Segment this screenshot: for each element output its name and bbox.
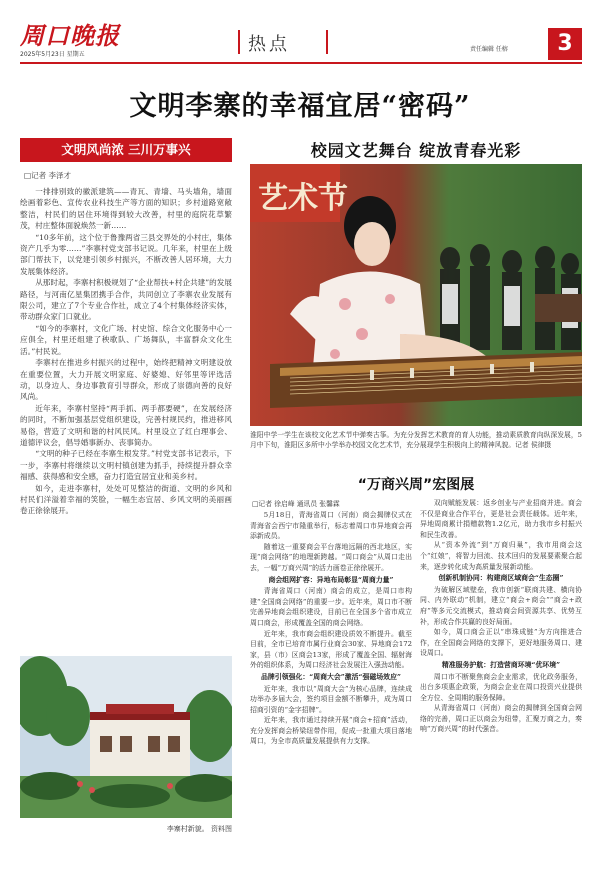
left-article-byline: □记者 李泽才 bbox=[24, 171, 71, 180]
left-article-paragraph: 李寨村在推进乡村振兴的过程中，始终把精神文明建设放在重要位置，大力开展文明家庭、好婆媳、好邻里等评选活动，以身边人、身边事教育引导群众，形成了崇德向善的良好风尚。 bbox=[20, 358, 232, 402]
sub-article-paragraph: 双向赋能发展：返乡创业与产业招商并进。商会不仅是商业合作平台，更是社会责任载体。近年来，异地周商累计捐赠款物1.2亿元，助力我市乡村振兴和民生改善。 bbox=[420, 499, 582, 539]
page-number-badge: 3 bbox=[548, 28, 582, 60]
sub-article-paragraph: 周口市不断聚焦商会企业需求，优化政务服务，出台多项惠企政策，为商会企业在周口投资兴业提供全方位、全周期的服务保障。 bbox=[420, 672, 582, 702]
sub-article-paragraph: 随着这一重要商会平台落地远隔的西北地区，实现“商会网络”的地理新跨越。“周口商会”从周口走出去，一幅“万商兴周”的活力画卷正徐徐展开。 bbox=[250, 542, 412, 572]
left-article-paragraph: “10多年前，这个位于鲁豫两省三县交界处的小村庄，集体资产几乎为零……”李寨村党支部书记说。几年来，村里在上级部门帮扶下，以党建引领乡村振兴，不断改善人居环境，大力发展集体经济。 bbox=[20, 232, 232, 276]
left-article-paragraph: 近年来，李寨村坚持“两手抓、两手都要硬”，在发展经济的同时，不断加强基层党组织建设，完善村规民约，推进移风易俗，营造了文明和谐的村风民风。村里设立了红白理事会、道德评议会，倡导婚事新办、丧事简办。 bbox=[20, 403, 232, 447]
left-article-paragraph: 如今，走进李寨村，处处可见整洁的街道、文明的乡风和村民们洋溢着幸福的笑脸，一幅生态宜居、乡风文明的美丽画卷正徐徐展开。 bbox=[20, 483, 232, 516]
sub-article-paragraph: 为破解区域壁垒，我市创新“联商共建、横向协同、内外联动”机制，建立“商会+商会”“商会+政府”等多元交流模式，推动商会间资源共享、优势互补，形成合作共赢的良好局面。 bbox=[420, 585, 582, 626]
sub-article-paragraph: 从青海省周口（河南）商会的揭牌到全国商会网络的完善，周口正以商会为纽带，汇聚万商之力，奏响“万商兴周”的时代强音。 bbox=[420, 704, 582, 734]
sub-article-subheading: 精准服务护航：打造营商环境“优环境” bbox=[441, 660, 561, 669]
editor-credit: 责任编辑 任榕 bbox=[470, 46, 508, 53]
sub-article-paragraph: 青海省周口（河南）商会的成立，是周口市构建“全国商会网络”的重要一步。近年来，周口市不断完善异地商会组织建设，目前已在全国多个省市成立周口商会，形成覆盖全国的商会网络。 bbox=[250, 587, 412, 627]
sub-article-byline: □记者 徐启峰 通讯员 张馨霖 bbox=[252, 500, 340, 508]
sub-article-column-2 bbox=[420, 498, 582, 880]
village-photo bbox=[20, 656, 232, 818]
section-name: 热点 bbox=[248, 34, 290, 55]
section-divider-left bbox=[238, 30, 240, 54]
sub-article-paragraph: 近年来，我市通过持续开展“商会+招商”活动，充分发挥商会桥梁纽带作用，促成一批重大项目落地周口，为全市高质量发展提供有力支撑。 bbox=[250, 716, 412, 746]
sub-article-paragraph: 如今，周口商会正以“串珠成链”为方向推进合作，在全国商会网络的支撑下，更好地服务周口、建设周口。 bbox=[420, 628, 582, 658]
sub-article-paragraph: 从“资本外流”到“万商归巢”，我市用商会这个“红娘”，将智力回流、技术回归的发展要素聚合起来，逐步转化成为高质量发展新动能。 bbox=[420, 541, 582, 571]
left-article-paragraph: “文明的种子已经在李寨生根发芽。”村党支部书记表示，下一步，李寨村将继续以文明村镇创建为抓手，持续提升群众幸福感、获得感和安全感，奋力打造宜居宜业和美乡村。 bbox=[20, 449, 232, 482]
photo-banner-text: 艺术节 bbox=[258, 181, 348, 216]
village-photo-illustration bbox=[20, 656, 232, 818]
sub-article-paragraph: 近年来，我市商会组织建设质效不断提升。截至目前，全市已培育市属行业商会30家、异地商会172家，县（市）区商会13家，形成了覆盖全国、辐射海外的组织体系，为周口经济社会发展注入强劲动能。 bbox=[250, 629, 412, 670]
left-article-body bbox=[20, 186, 232, 654]
left-article-banner: 文明风尚浓 三川万事兴 bbox=[20, 138, 232, 162]
feature-photo-caption: 淮阳中学一学生在该校文化艺术节中弹奏古筝。为充分发挥艺术教育的育人功能，推动素质教育向纵深发展，5月中下旬，淮阳区多所中小学举办校园文化艺术节，充分展现学生积极向上的精神风貌。记者 侯律摄 bbox=[250, 431, 582, 449]
sub-article-paragraph: 5月18日，青海省周口（河南）商会揭牌仪式在青海省会西宁市隆重举行，标志着周口市异地商会再添新成员。 bbox=[250, 511, 412, 541]
main-headline: 文明李寨的幸福宜居“密码” bbox=[129, 91, 471, 122]
guzheng-photo-illustration bbox=[250, 164, 582, 426]
feature-headline: 校园文艺舞台 绽放青春光彩 bbox=[310, 141, 522, 160]
issue-date: 2025年5月23日 星期五 bbox=[20, 51, 85, 58]
sub-article-column-1 bbox=[250, 510, 412, 880]
guzheng-photo bbox=[250, 164, 582, 426]
left-article-paragraph: 从那时起，李寨村积极规划了“企业帮扶+村企共建”的发展路径，与河南亿星集团携手合作，共同创立了李寨农业发展有限公司，建立了7个专业合作社，成立了4个村集体经济实体，带动群众家门口就业。 bbox=[20, 278, 232, 322]
sub-article-subheading: 商会组网扩容：异地布局彰显“周商力量” bbox=[268, 575, 394, 584]
sub-article-headline: “万商兴周”宏图展 bbox=[357, 477, 475, 493]
village-photo-caption: 李寨村新貌。 资料图 bbox=[166, 825, 232, 833]
left-article-paragraph: 一排排别致的徽派建筑——青瓦、青墙、马头墙角，墙面绘画着彩色、宣传农业科技生产等方面的知识；乡村道路宽敞整洁，村民们的居住环境得到较大改善，村里的庭院花草繁茂，村庄整体面貌焕然一新…… bbox=[20, 187, 232, 231]
section-divider-right bbox=[326, 30, 328, 54]
masthead bbox=[0, 0, 600, 60]
sub-article-paragraph: 近年来，我市以“周商大会”为核心品牌，连续成功举办多届大会，签约项目金额不断攀升，成为周口招商引资的“金字招牌”。 bbox=[250, 684, 412, 714]
newspaper-logo: 周口晚报 bbox=[20, 21, 120, 50]
sub-article-subheading: 创新机制协同：构建商区域商会“生态圈” bbox=[438, 574, 564, 583]
left-article-paragraph: “如今的李寨村，文化广场、村史馆、综合文化服务中心一应俱全，村里还组建了秧歌队、广场舞队，丰富群众文化生活。”村民说。 bbox=[20, 323, 232, 356]
header-rule bbox=[20, 62, 582, 64]
sub-article-subheading: 品牌引领强化：“周商大会”激活“强磁场效应” bbox=[261, 672, 401, 681]
